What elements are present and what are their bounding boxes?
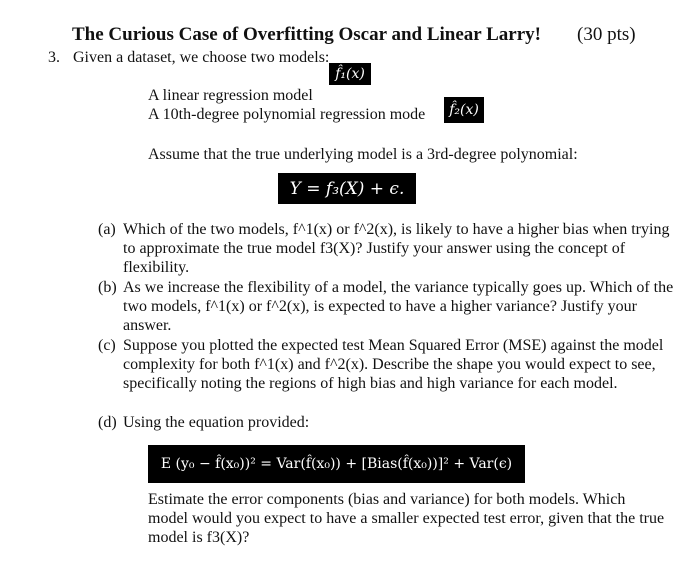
assumption-text: Assume that the true underlying model is a 3rd-degree polynomial:: [148, 146, 578, 163]
part-d-text: Using the equation provided:: [123, 414, 310, 431]
points-label: (30 pts): [577, 24, 636, 45]
question-number: 3.: [48, 49, 60, 66]
part-d-label: (d): [98, 414, 117, 431]
f2-hat-formula: f̂₂(x): [444, 97, 484, 123]
part-c-label: (c): [98, 337, 116, 354]
part-a-text: Which of the two models, f^1(x) or f^2(x), is likely to have a higher bias when trying to approximate the true model f3(X)? Justify your answer using the concept of flexibility.: [123, 221, 670, 276]
question-intro: Given a dataset, we choose two models:: [73, 49, 330, 66]
part-a-label: (a): [98, 221, 116, 238]
part-b-text: As we increase the flexibility of a model, the variance typically goes up. Which of the two models, f^1(x) or f^2(x), is expected to have a higher variance? Justify your answer.: [123, 279, 674, 334]
part-c-text: Suppose you plotted the expected test Mean Squared Error (MSE) against the model complexity for both f^1(x) and f^2(x). Describe the shape you would expect to see, specifically noting the regions of high bias and high variance for each model.: [123, 337, 664, 392]
f1-hat-formula: f̂₁(x): [329, 63, 371, 85]
part-b-label: (b): [98, 279, 117, 296]
model2-text: A 10th-degree polynomial regression mode: [148, 106, 426, 123]
final-question-text: Estimate the error components (bias and variance) for both models. Which model would you expect to have a smaller expected test error, given that the true model is f3(X)?: [148, 491, 665, 546]
page-title: The Curious Case of Overfitting Oscar and Linear Larry!: [72, 24, 541, 45]
model1-text: A linear regression model: [148, 87, 313, 104]
true-model-equation: Y = f₃(X) + ϵ.: [278, 173, 416, 204]
bias-variance-equation: E (y₀ − f̂(x₀))² = Var(f̂(x₀)) + [Bias(f̂(x₀))]² + Var(ϵ): [148, 445, 525, 483]
